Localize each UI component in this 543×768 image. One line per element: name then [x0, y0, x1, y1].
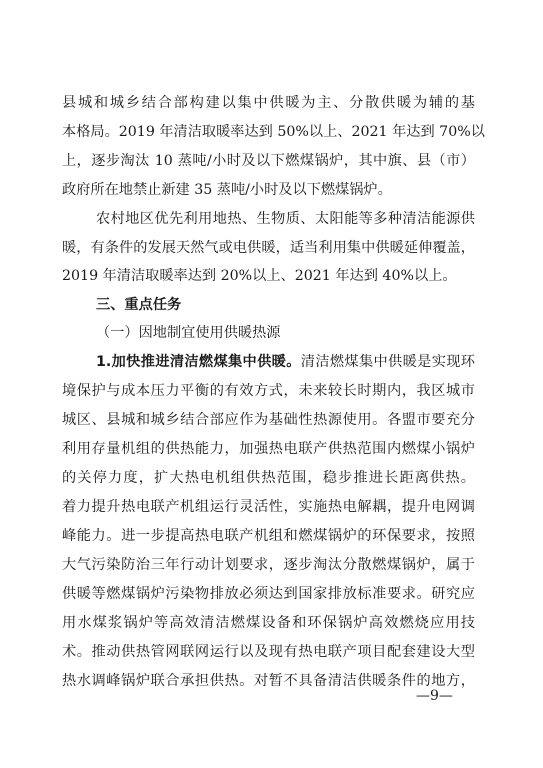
paragraph-1-line: 上，逐步淘汰 10 蒸吨/小时及以下燃煤锅炉，其中旗、县（市） — [62, 153, 475, 169]
paragraph-1-line: 县城和城乡结合部构建以集中供暖为主、分散供暖为辅的基 — [62, 95, 475, 111]
paragraph-3-line: 热水调峰锅炉联合承担供热。对暂不具备清洁供暖条件的地方， — [62, 673, 475, 689]
paragraph-1-line: 政府所在地禁止新建 35 蒸吨/小时及以下燃煤锅炉。 — [62, 182, 392, 198]
paragraph-3-line: 城区、县城和城乡结合部应作为基础性热源使用。各盟市要充分 — [62, 412, 475, 428]
paragraph-3-line: 供暖等燃煤锅炉污染物排放必须达到国家排放标准要求。研究应 — [62, 586, 475, 602]
paragraph-2-line: 2019 年清洁取暖率达到 20%以上、2021 年达到 40%以上。 — [62, 268, 457, 284]
paragraph-3-line: 着力提升热电联产机组运行灵活性，实施热电解耦，提升电网调 — [62, 499, 475, 515]
paragraph-3-line: 用水煤浆锅炉等高效清洁燃煤设备和环保锅炉高效燃烧应用技 — [62, 615, 475, 631]
paragraph-3-line: 大气污染防治三年行动计划要求，逐步淘汰分散燃煤锅炉，属于 — [62, 557, 475, 573]
paragraph-3-line: 利用存量机组的供热能力，加强热电联产供热范围内燃煤小锅炉 — [62, 441, 475, 457]
paragraph-1-line: 本格局。2019 年清洁取暖率达到 50%以上、2021 年达到 70%以 — [62, 124, 485, 140]
paragraph-3-line: 术。推动供热管网联网运行以及现有热电联产项目配套建设大型 — [62, 644, 475, 660]
paragraph-3-first-line — [96, 351, 475, 373]
paragraph-3-first-line-rest: 清洁燃煤集中供暖是实现环 — [300, 354, 475, 370]
page-number: —9— — [416, 688, 453, 704]
paragraph-3-line: 峰能力。进一步提高热电联产机组和燃煤锅炉的环保要求，按照 — [62, 528, 475, 544]
paragraph-2-line: 暖，有条件的发展天然气或电供暖，适当利用集中供暖延伸覆盖， — [62, 240, 475, 256]
paragraph-3-line: 境保护与成本压力平衡的有效方式，未来较长时期内，我区城市 — [62, 383, 475, 399]
paragraph-3-line: 的关停力度，扩大热电机组供热范围，稳步推进长距离供热。 — [62, 470, 475, 486]
subsection-heading: （一）因地制宜使用供暖热源 — [96, 325, 281, 341]
paragraph-2-line: 农村地区优先利用地热、生物质、太阳能等多种清洁能源供 — [96, 211, 475, 227]
section-heading: 三、重点任务 — [96, 297, 182, 313]
paragraph-3-lead: 1.加快推进清洁燃煤集中供暖。 — [96, 354, 301, 370]
